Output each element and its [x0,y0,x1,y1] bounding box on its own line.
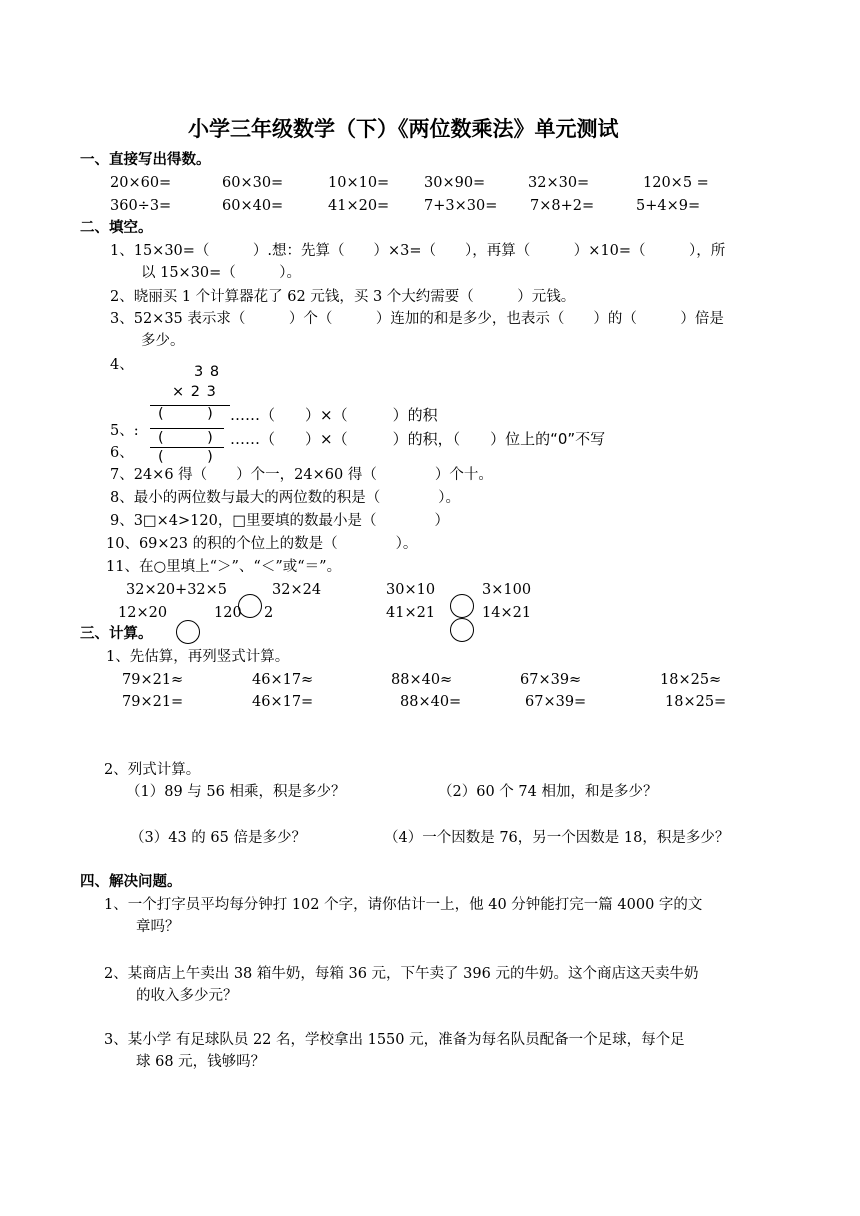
problem-2: 2、某商店上午卖出 38 箱牛奶，每箱 36 元，下午卖了 396 元的牛奶。这个商店这天卖牛奶 [104,966,699,982]
vertical-box: ( ) [158,406,213,422]
compare-circle[interactable] [176,620,200,644]
estimate-item: 88×40≈ [391,672,453,688]
fill-question-2: 2、晓丽买 1 个计算器花了 62 元钱，买 3 个大约需要（ ）元钱。 [110,289,576,305]
fill-question-7: 7、24×6 得（ ）个一，24×60 得（ ）个十。 [110,467,493,483]
oral-item: 60×30= [222,175,284,191]
oral-item: 30×90= [424,175,486,191]
oral-item: 120×5 = [643,175,709,191]
compare-expression: 12×20 [118,605,168,621]
oral-item: 60×40= [222,198,284,214]
word-calc-4: （4）一个因数是 76，另一个因数是 18，积是多少？ [384,830,730,846]
exact-item: 18×25= [665,694,727,710]
oral-item: 7×8+2= [530,198,595,214]
vertical-box: ( ) [158,449,213,465]
compare-expression: 2 [264,605,274,621]
oral-item: 20×60= [110,175,172,191]
compare-circle[interactable] [238,594,262,618]
problem-1-cont: 章吗？ [136,919,180,935]
fill-question-5: 5、: [110,423,139,439]
word-calc-1: （1）89 与 56 相乘，积是多少？ [126,784,346,800]
exact-item: 79×21= [122,694,184,710]
fill-question-8: 8、最小的两位数与最大的两位数的积是（ ）。 [110,490,460,506]
fill-question-1: 1、15×30=（ ）.想：先算（ ）×3=（ ），再算（ ）×10=（ ），所 [110,243,726,259]
oral-item: 360÷3= [110,198,172,214]
fill-question-9: 9、3□×4>120，□里要填的数最小是（ ） [110,513,450,529]
estimate-item: 67×39≈ [520,672,582,688]
vertical-rule [150,428,224,429]
vertical-multiplicand: 3 8 [194,364,221,380]
vertical-explain: ……（ ）×（ ）的积，（ ）位上的“0”不写 [230,430,606,448]
vertical-box: ( ) [158,430,213,446]
problem-3: 3、某小学 有足球队员 22 名，学校拿出 1550 元，准备为每名队员配备一个足球，每个足 [104,1032,685,1048]
oral-item: 7+3×30= [424,198,498,214]
fill-question-10: 10、69×23 的积的个位上的数是（ ）。 [106,536,418,552]
oral-item: 10×10= [328,175,390,191]
compare-expression: 32×20+32×5 [126,582,228,598]
compare-expression: 32×24 [272,582,322,598]
problem-3-cont: 球 68 元，钱够吗？ [136,1054,266,1070]
exact-item: 67×39= [525,694,587,710]
exact-item: 46×17= [252,694,314,710]
word-calc-2: （2）60 个 74 相加，和是多少？ [438,784,658,800]
compare-expression: 120 [214,605,242,621]
fill-question-1-cont: 以 15×30=（ ）。 [141,265,302,281]
exact-item: 88×40= [400,694,462,710]
compare-expression: 41×21 [386,605,436,621]
estimate-item: 79×21≈ [122,672,184,688]
compare-expression: 14×21 [482,605,532,621]
fill-question-6: 6、 [110,445,134,461]
vertical-rule [150,447,224,448]
oral-item: 5+4×9= [636,198,701,214]
compare-expression: 3×100 [482,582,532,598]
problem-1: 1、一个打字员平均每分钟打 102 个字，请你估计一上，他 40 分钟能打完一篇 4000 字的文 [104,897,703,913]
vertical-multiplier: × 2 3 [172,384,217,400]
fill-question-4: 4、 [110,357,134,373]
compare-expression: 30×10 [386,582,436,598]
section-1-heading: 一、直接写出得数。 [80,152,211,168]
vertical-explain: ……（ ）×（ ）的积 [230,406,438,424]
fill-question-3-cont: 多少。 [141,333,185,349]
calc-question-2: 2、列式计算。 [104,762,201,778]
estimate-item: 18×25≈ [660,672,722,688]
oral-item: 41×20= [328,198,390,214]
fill-question-11: 11、在○里填上“＞”、“＜”或“＝”。 [106,559,342,575]
calc-question-1: 1、先估算，再列竖式计算。 [106,649,290,665]
compare-circle[interactable] [450,594,474,618]
compare-circle[interactable] [450,618,474,642]
estimate-item: 46×17≈ [252,672,314,688]
problem-2-cont: 的收入多少元？ [136,988,238,1004]
oral-item: 32×30= [528,175,590,191]
page-title: 小学三年级数学（下）《两位数乘法》单元测试 [188,116,619,141]
section-3-heading: 三、计算。 [80,626,153,642]
fill-question-3: 3、52×35 表示求（ ）个（ ）连加的和是多少，也表示（ ）的（ ）倍是 [110,311,724,327]
section-4-heading: 四、解决问题。 [80,874,182,890]
section-2-heading: 二、填空。 [80,220,153,236]
word-calc-3: （3）43 的 65 倍是多少？ [130,830,306,846]
